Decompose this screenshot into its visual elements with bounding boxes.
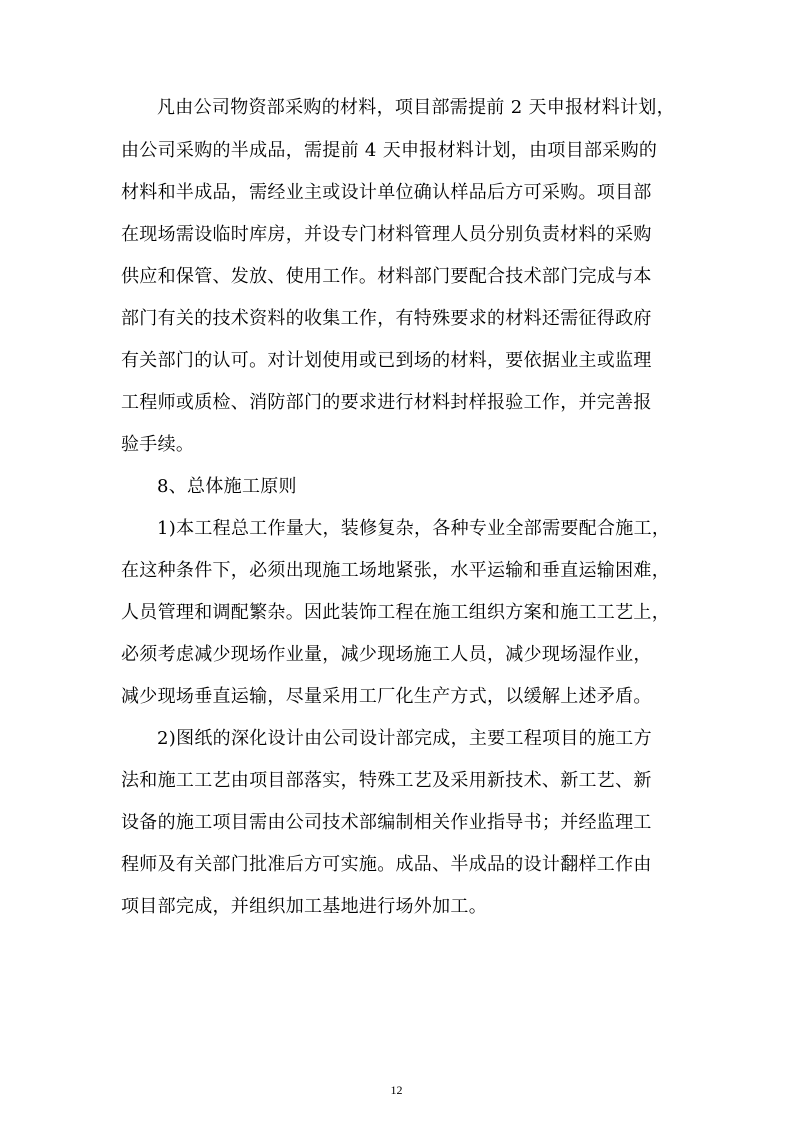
paragraph-1-line: 凡由公司物资部采购的材料，项目部需提前 2 天申报材料计划， xyxy=(157,97,675,118)
paragraph-1-line: 供应和保管、发放、使用工作。材料部门要配合技术部门完成与本 xyxy=(121,266,652,287)
paragraph-1-line: 有关部门的认可。对计划使用或已到场的材料，要依据业主或监理 xyxy=(121,350,652,371)
section-heading: 8、总体施工原则 xyxy=(157,476,297,497)
paragraph-2-line: 减少现场垂直运输，尽量采用工厂化生产方式，以缓解上述矛盾。 xyxy=(121,686,652,707)
paragraph-1-line: 工程师或质检、消防部门的要求进行材料封样报验工作，并完善报 xyxy=(121,392,652,413)
paragraph-2-line: 人员管理和调配繁杂。因此装饰工程在施工组织方案和施工工艺上， xyxy=(121,602,670,623)
paragraph-2-line: 1)本工程总工作量大，装修复杂，各种专业全部需要配合施工， xyxy=(157,518,671,539)
paragraph-3-line: 程师及有关部门批准后方可实施。成品、半成品的设计翻样工作由 xyxy=(121,854,652,875)
paragraph-3-line: 法和施工工艺由项目部落实，特殊工艺及采用新技术、新工艺、新 xyxy=(121,770,652,791)
paragraph-1-line: 由公司采购的半成品，需提前 4 天申报材料计划，由项目部采购的 xyxy=(121,140,658,161)
paragraph-1-line: 验手续。 xyxy=(121,434,195,455)
paragraph-1-line: 部门有关的技术资料的收集工作，有特殊要求的材料还需征得政府 xyxy=(121,308,652,329)
paragraph-3-line: 项目部完成，并组织加工基地进行场外加工。 xyxy=(121,896,487,917)
page-number: 12 xyxy=(390,1083,403,1097)
paragraph-3-line: 2)图纸的深化设计由公司设计部完成，主要工程项目的施工方 xyxy=(157,728,652,749)
paragraph-1-line: 材料和半成品，需经业主或设计单位确认样品后方可采购。项目部 xyxy=(121,182,652,203)
paragraph-3-line: 设备的施工项目需由公司技术部编制相关作业指导书；并经监理工 xyxy=(121,812,652,833)
paragraph-2-line: 必须考虑减少现场作业量，减少现场施工人员，减少现场湿作业， xyxy=(121,644,652,665)
paragraph-1-line: 在现场需设临时库房，并设专门材料管理人员分别负责材料的采购 xyxy=(121,224,652,245)
paragraph-2-line: 在这种条件下，必须出现施工场地紧张，水平运输和垂直运输困难， xyxy=(121,560,670,581)
